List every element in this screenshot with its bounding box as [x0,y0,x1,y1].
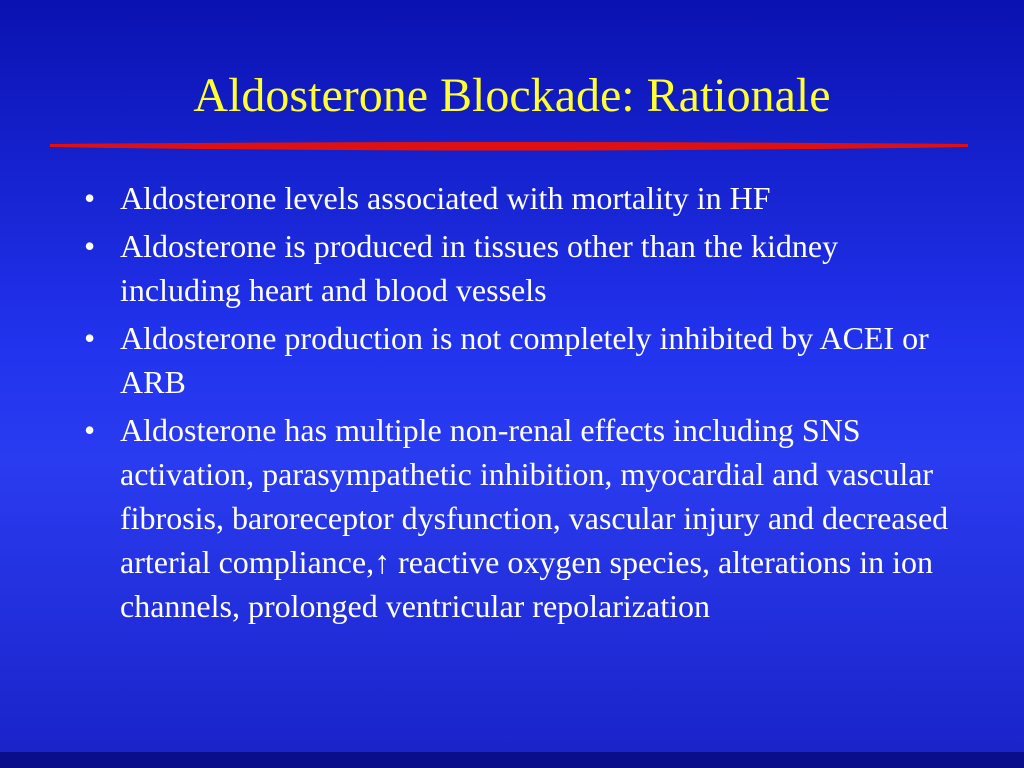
title-divider [50,141,968,153]
bullet-icon: • [84,320,96,356]
bullet-item [82,408,962,628]
bullet-item [82,176,962,220]
bullet-icon: • [84,228,96,264]
bullet-icon: • [84,412,96,448]
bullet-text: Aldosterone production is not completely inhibited by ACEI or ARB [120,320,929,400]
bullet-icon: • [84,180,96,216]
bullet-text: Aldosterone has multiple non-renal effects including SNS activation, parasympathetic inhibition, myocardial and vascular fibrosis, baroreceptor dysfunction, vascular injury and decreased arterial compliance,↑ reactive oxygen species, alterations in ion channels, prolonged ventricular repolarization [120,412,949,624]
bullet-list [82,176,962,632]
bullet-text: Aldosterone is produced in tissues other than the kidney including heart and blood vessels [120,228,839,308]
title-divider-stroke [50,142,968,151]
bullet-text: Aldosterone levels associated with mortality in HF [120,180,771,216]
bullet-item [82,316,962,404]
bottom-band [0,752,1024,768]
slide-title: Aldosterone Blockade: Rationale [193,69,831,122]
bullet-item [82,224,962,312]
